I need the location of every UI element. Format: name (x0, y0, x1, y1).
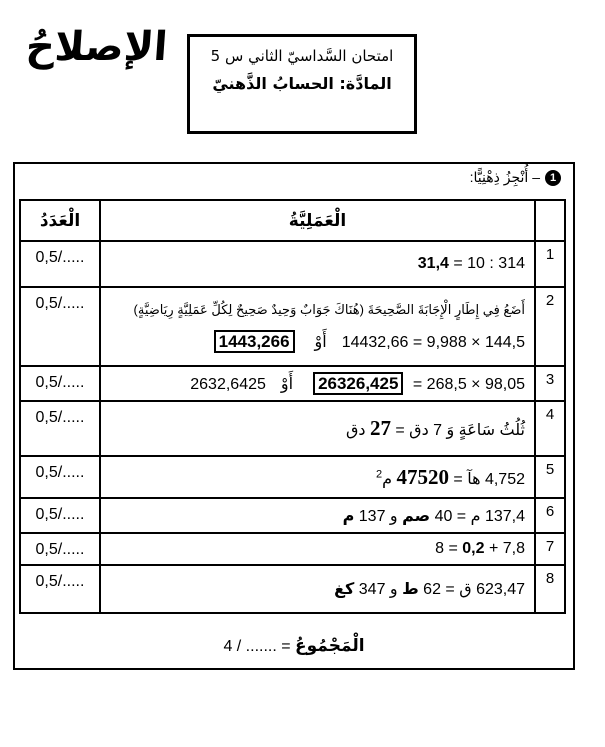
operation-cell (100, 241, 535, 287)
operation-segment: 2632,6425 (190, 375, 266, 393)
operation-line (110, 255, 525, 273)
score-value: 0,5/..... (35, 374, 85, 391)
row-number-cell: 4 (535, 401, 565, 456)
exam-session-line: امتحان السَّداسيّ الثاني س 5 (210, 47, 394, 65)
total-label: الْمَجْمُوعُ (295, 636, 365, 656)
operation-segment: ط (402, 581, 419, 598)
total-line (15, 636, 573, 656)
operation-segment: 137,4 م = 40 (430, 507, 525, 525)
row-number-cell: 5 (535, 456, 565, 498)
table-row (20, 498, 565, 533)
operation-segment: صم (402, 507, 431, 525)
operation-line (110, 301, 525, 319)
row-number-cell: 6 (535, 498, 565, 533)
table-row (20, 366, 565, 401)
operation-cell (100, 366, 535, 401)
numbered-bullet-icon: 1 (545, 170, 561, 186)
operation-cell (100, 565, 535, 613)
header-score: الْعَدَدُ (20, 200, 100, 241)
operation-segment: = 8 (435, 540, 463, 557)
row-number-cell: 7 (535, 533, 565, 565)
header-operation: الْعَمَلِيَّةُ (100, 200, 535, 241)
operations-table (19, 199, 566, 614)
exam-info-box (187, 34, 417, 134)
table-row (20, 401, 565, 456)
row-number-cell: 8 (535, 565, 565, 613)
exam-subject-line: المادَّة: الحسابُ الذَّهنيّ (212, 74, 392, 93)
operation-line (110, 579, 525, 599)
operation-segment: و 347 (354, 581, 403, 598)
operation-segment: أَوْ (314, 334, 327, 351)
correction-title: الإصلاحُ (24, 24, 169, 70)
score-value: 0,5/..... (35, 295, 85, 312)
exercise-section (13, 162, 575, 670)
operation-line (110, 506, 525, 526)
header-number (535, 200, 565, 241)
row-number-cell: 1 (535, 241, 565, 287)
score-cell (20, 456, 100, 498)
score-cell (20, 533, 100, 565)
table-header-row (20, 200, 565, 241)
operation-segment: 1443,266 (214, 330, 295, 353)
table-row (20, 565, 565, 613)
operation-segment: 27 (369, 416, 391, 440)
row-number-cell: 2 (535, 287, 565, 366)
operation-line (110, 416, 525, 441)
operation-segment: 98,05 × 268,5 = (408, 375, 525, 393)
score-value: 0,5/..... (35, 506, 85, 523)
operation-segment: ثُلُثُ سَاعَةٍ وَ 7 دق = (390, 422, 525, 439)
operation-segment: أَوْ (280, 375, 294, 393)
score-cell (20, 401, 100, 456)
table-row (20, 533, 565, 565)
total-value: = ....... / 4 (223, 638, 296, 655)
operation-segment: 144,5 × 9,988 = (408, 334, 525, 351)
score-cell (20, 287, 100, 366)
operation-cell (100, 287, 535, 366)
score-cell (20, 241, 100, 287)
operation-segment: و 137 (354, 507, 403, 525)
operation-segment: 623,47 ق = 62 (418, 581, 525, 598)
operation-segment: 7,8 + (484, 540, 525, 557)
table-row (20, 287, 565, 366)
operation-segment: 314 : 10 = (448, 255, 525, 272)
table-row (20, 456, 565, 498)
operation-segment: أَضَعُ فِي إِطَارٍ الْإِجَابَةَ الصَّحِيحَةَ (هُنَاكَ جَوَابٌ وَحِيدٌ صَحِيحٌ لِكُلِّ عَمَلِيَّةٍ رِيَاضِيَّةٍ) (133, 302, 525, 317)
operation-cell (100, 401, 535, 456)
operation-segment: 0,2 (462, 540, 485, 557)
operation-segment: 2 (375, 468, 383, 481)
section-heading-text: – أُنْجِزُ ذِهْنِيًّا: (469, 169, 540, 185)
operation-segment: 14432,66 (341, 334, 409, 351)
operation-line (110, 465, 525, 490)
operation-line (110, 332, 525, 352)
operation-line (110, 540, 525, 558)
score-cell (20, 498, 100, 533)
operation-segment: 4,752 هآ = (448, 470, 525, 488)
operation-cell (100, 498, 535, 533)
score-value: 0,5/..... (35, 573, 85, 590)
operation-segment: كغ (334, 581, 355, 598)
operation-segment: 26326,425 (313, 372, 403, 395)
operation-segment: م (382, 470, 397, 488)
score-cell (20, 565, 100, 613)
operation-cell (100, 456, 535, 498)
score-value: 0,5/..... (35, 409, 85, 426)
table-row (20, 241, 565, 287)
score-cell (20, 366, 100, 401)
section-heading (470, 169, 561, 186)
operation-segment: م (342, 507, 355, 525)
row-number-cell: 3 (535, 366, 565, 401)
operation-segment: 47520 (396, 464, 449, 489)
operations-table-body (20, 241, 565, 613)
operation-segment: دق (345, 422, 370, 439)
score-value: 0,5/..... (35, 464, 85, 481)
score-value: 0,5/..... (35, 541, 85, 558)
operation-cell (100, 533, 535, 565)
operation-line (110, 374, 525, 394)
operation-segment: 31,4 (417, 255, 449, 272)
score-value: 0,5/..... (35, 249, 85, 266)
